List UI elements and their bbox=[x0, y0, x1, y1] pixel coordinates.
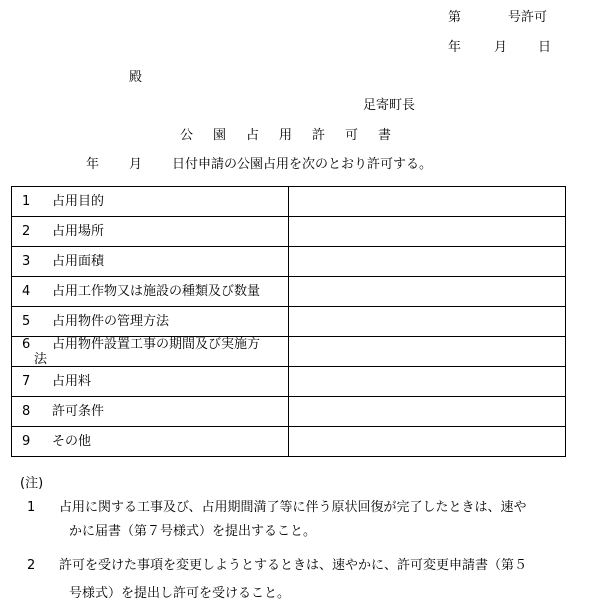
table-row bbox=[12, 187, 566, 217]
intro-year: 年 bbox=[86, 157, 100, 172]
item-number: 2 bbox=[22, 224, 31, 239]
permit-items-table bbox=[11, 186, 566, 457]
item-label-cell bbox=[12, 217, 289, 247]
item-label: 占用物件の管理方法 bbox=[52, 314, 170, 329]
item-value-cell[interactable] bbox=[289, 367, 566, 397]
notes-heading: (注) bbox=[20, 476, 44, 491]
table-row bbox=[12, 307, 566, 337]
intro-sentence bbox=[86, 157, 432, 173]
item-label: 占用面積 bbox=[52, 254, 105, 269]
note-text-line: 許可を受けた事項を変更しようとするときは、速やかに、許可変更申請書（第５ bbox=[59, 558, 528, 573]
table-row bbox=[12, 397, 566, 427]
item-number: 9 bbox=[22, 434, 31, 449]
note-number: 2 bbox=[27, 558, 36, 573]
document-title: 公園占用許可書 bbox=[180, 128, 412, 143]
item-value-cell[interactable] bbox=[289, 187, 566, 217]
item-label-cell bbox=[12, 307, 289, 337]
item-value-cell[interactable] bbox=[289, 307, 566, 337]
table-row bbox=[12, 427, 566, 457]
permit-prefix: 第 bbox=[448, 10, 462, 25]
item-number: 8 bbox=[22, 404, 31, 419]
item-value-cell[interactable] bbox=[289, 397, 566, 427]
table-row bbox=[12, 217, 566, 247]
item-value-cell[interactable] bbox=[289, 427, 566, 457]
item-label-cell bbox=[12, 397, 289, 427]
item-label: 占用料 bbox=[52, 374, 92, 389]
item-label-cell bbox=[12, 277, 289, 307]
item-label-continuation: 法 bbox=[34, 352, 48, 367]
item-label-cell bbox=[12, 427, 289, 457]
table-row bbox=[12, 247, 566, 277]
date-month: 月 bbox=[494, 40, 508, 55]
table-row bbox=[12, 367, 566, 397]
note-number: 1 bbox=[27, 500, 36, 515]
table-row bbox=[12, 277, 566, 307]
item-label-cell bbox=[12, 247, 289, 277]
intro-text: 日付申請の公園占用を次のとおり許可する。 bbox=[172, 157, 433, 172]
item-label-cell bbox=[12, 337, 289, 367]
item-value-cell[interactable] bbox=[289, 277, 566, 307]
addressee-honorific: 殿 bbox=[129, 70, 143, 85]
item-label-cell bbox=[12, 187, 289, 217]
item-label: 占用場所 bbox=[52, 224, 105, 239]
item-label: 占用物件設置工事の期間及び実施方 bbox=[52, 337, 261, 352]
item-value-cell[interactable] bbox=[289, 337, 566, 367]
note-text-line: かに届書（第７号様式）を提出すること。 bbox=[69, 524, 317, 539]
item-number: 7 bbox=[22, 374, 31, 389]
permit-suffix: 号許可 bbox=[508, 10, 548, 25]
item-label-cell bbox=[12, 367, 289, 397]
note-text-line: 占用に関する工事及び、占用期間満了等に伴う原状回復が完了したときは、速や bbox=[59, 500, 527, 515]
table-row bbox=[12, 337, 566, 367]
note-text-line: 号様式）を提出し許可を受けること。 bbox=[69, 586, 291, 601]
date-day: 日 bbox=[538, 40, 552, 55]
intro-month: 月 bbox=[129, 157, 143, 172]
date-year: 年 bbox=[448, 40, 462, 55]
issuer-name: 足寄町長 bbox=[363, 98, 416, 113]
item-number: 4 bbox=[22, 284, 31, 299]
item-label: 占用工作物又は施設の種類及び数量 bbox=[52, 284, 261, 299]
item-number: 1 bbox=[22, 194, 31, 209]
item-label: 占用目的 bbox=[52, 194, 105, 209]
item-label: その他 bbox=[52, 434, 92, 449]
item-number: 3 bbox=[22, 254, 31, 269]
item-value-cell[interactable] bbox=[289, 247, 566, 277]
item-number: 6 bbox=[22, 337, 31, 352]
item-label: 許可条件 bbox=[52, 404, 105, 419]
item-value-cell[interactable] bbox=[289, 217, 566, 247]
item-number: 5 bbox=[22, 314, 31, 329]
